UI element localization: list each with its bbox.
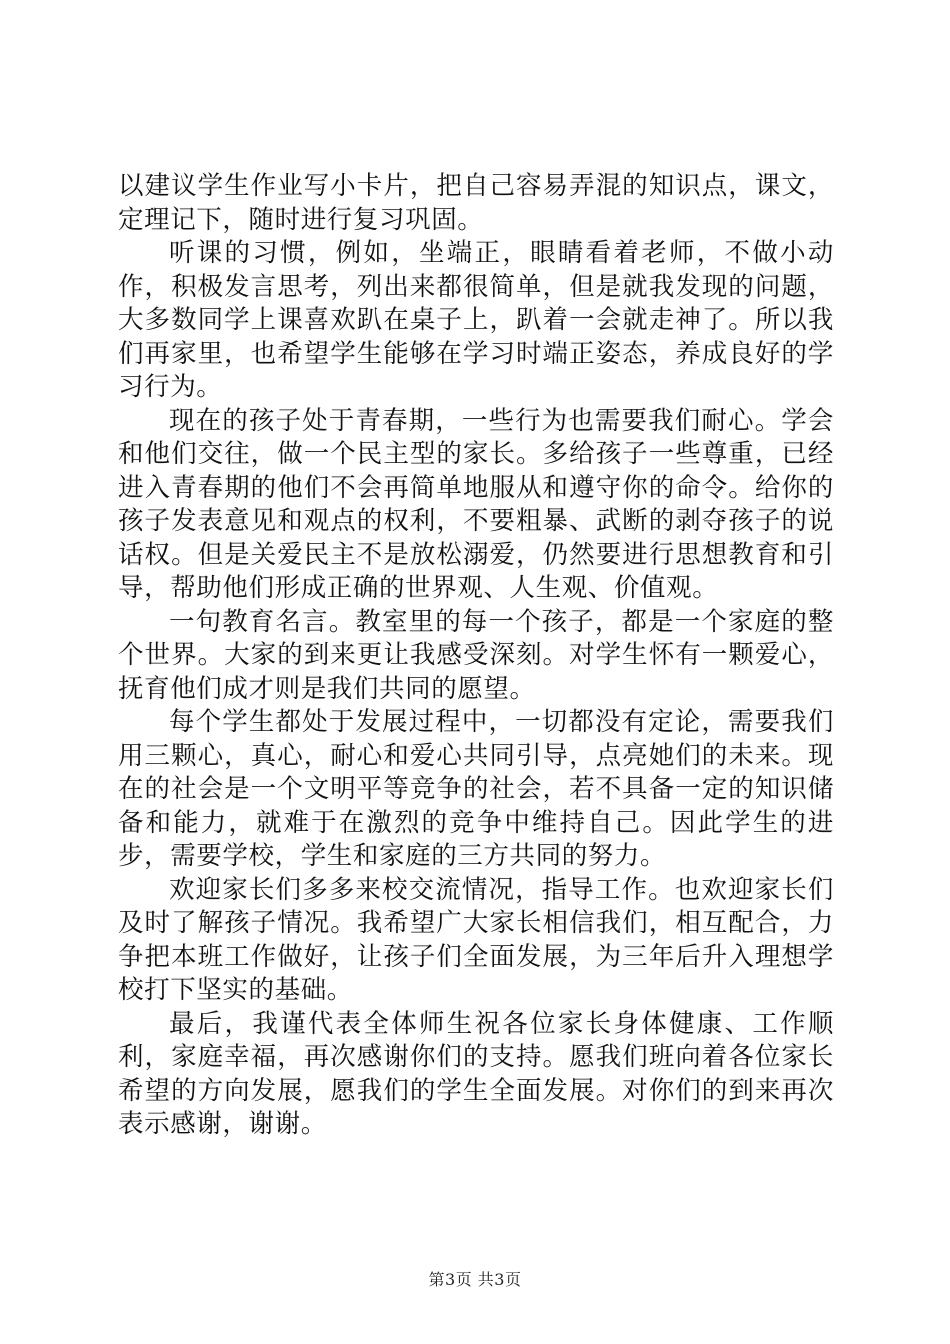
- paragraph-5: 每个学生都处于发展过程中，一切都没有定论，需要我们用三颗心，真心，耐心和爱心共同引导，点亮她们的未来。现在的社会是一个文明平等竞争的社会，若不具备一定的知识储备和能力，就难于在激烈的竞争中维持自己。因此学生的进步，需要学校，学生和家庭的三方共同的努力。: [118, 707, 834, 871]
- paragraph-6: 欢迎家长们多多来校交流情况，指导工作。也欢迎家长们及时了解孩子情况。我希望广大家长相信我们，相互配合，力争把本班工作做好，让孩子们全面发展，为三年后升入理想学校打下坚实的基础。: [118, 874, 834, 1005]
- paragraph-3: 现在的孩子处于青春期，一些行为也需要我们耐心。学会和他们交往，做一个民主型的家长。多给孩子一些尊重，已经进入青春期的他们不会再简单地服从和遵守你的命令。给你的孩子发表意见和观点的权利，不要粗暴、武断的剥夺孩子的说话权。但是关爱民主不是放松溺爱，仍然要进行思想教育和引导，帮助他们形成正确的世界观、人生观、价值观。: [118, 405, 834, 603]
- page-footer: 第3页 共3页: [428, 1270, 522, 1289]
- paragraph-2: 听课的习惯，例如，坐端正，眼睛看着老师，不做小动作，积极发言思考，列出来都很简单，但是就我发现的问题，大多数同学上课喜欢趴在桌子上，趴着一会就走神了。所以我们再家里，也希望学生能够在学习时端正姿态，养成良好的学习行为。: [118, 238, 834, 402]
- paragraph-7: 最后，我谨代表全体师生祝各位家长身体健康、工作顺利，家庭幸福，再次感谢你们的支持。愿我们班向着各位家长希望的方向发展，愿我们的学生全面发展。对你们的到来再次表示感谢，谢谢。: [118, 1008, 834, 1139]
- paragraph-1: 以建议学生作业写小卡片，把自己容易弄混的知识点，课文，定理记下，随时进行复习巩固。: [118, 171, 834, 235]
- paragraph-4: 一句教育名言。教室里的每一个孩子，都是一个家庭的整个世界。大家的到来更让我感受深刻。对学生怀有一颗爱心，抚育他们成才则是我们共同的愿望。: [118, 606, 834, 704]
- document-body: [118, 170, 834, 1142]
